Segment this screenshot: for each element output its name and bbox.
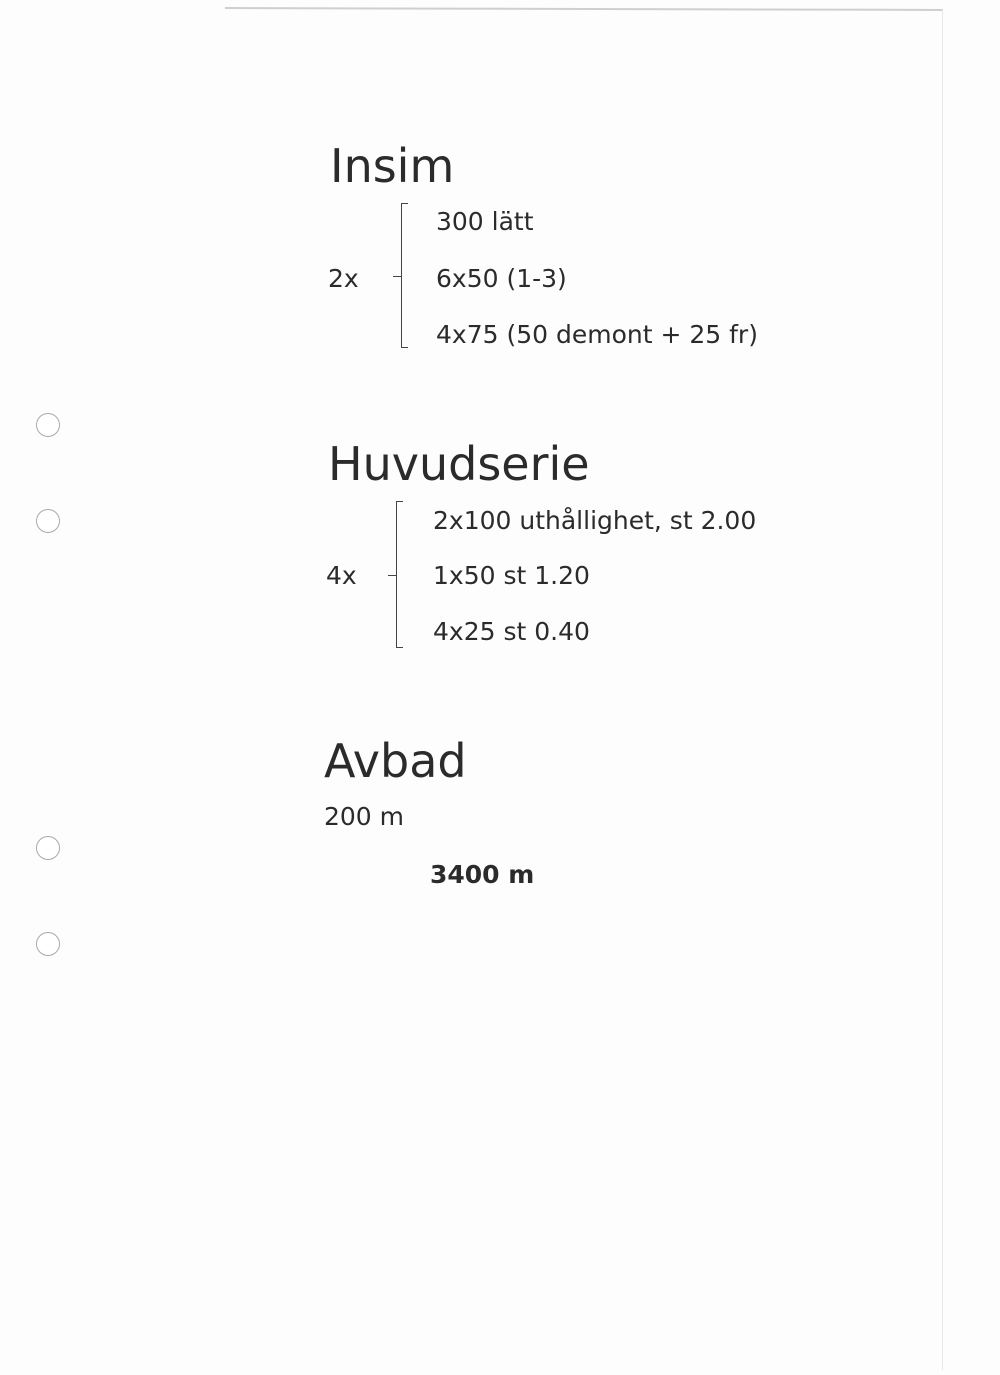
avbad-heading: Avbad	[324, 734, 467, 788]
huvudserie-brace-tick	[388, 575, 396, 576]
insim-item-1: 300 lätt	[436, 207, 534, 236]
right-edge-line	[942, 10, 943, 1370]
insim-item-3: 4x75 (50 demont + 25 fr)	[436, 320, 758, 349]
huvudserie-brace	[396, 501, 405, 648]
huvudserie-item-2: 1x50 st 1.20	[433, 561, 590, 590]
huvudserie-item-1: 2x100 uthållighet, st 2.00	[433, 506, 757, 535]
punch-hole-4	[36, 932, 60, 956]
top-edge-line	[225, 7, 943, 11]
punch-hole-1	[36, 413, 60, 437]
insim-brace	[401, 203, 410, 348]
insim-heading: Insim	[330, 139, 455, 193]
total-distance: 3400 m	[430, 860, 535, 889]
insim-item-2: 6x50 (1-3)	[436, 264, 567, 293]
punch-hole-3	[36, 836, 60, 860]
huvudserie-heading: Huvudserie	[328, 437, 590, 491]
insim-multiplier: 2x	[328, 264, 359, 293]
punch-hole-2	[36, 509, 60, 533]
avbad-distance: 200 m	[324, 802, 405, 831]
huvudserie-multiplier: 4x	[326, 561, 357, 590]
huvudserie-item-3: 4x25 st 0.40	[433, 617, 590, 646]
insim-brace-tick	[393, 276, 401, 277]
